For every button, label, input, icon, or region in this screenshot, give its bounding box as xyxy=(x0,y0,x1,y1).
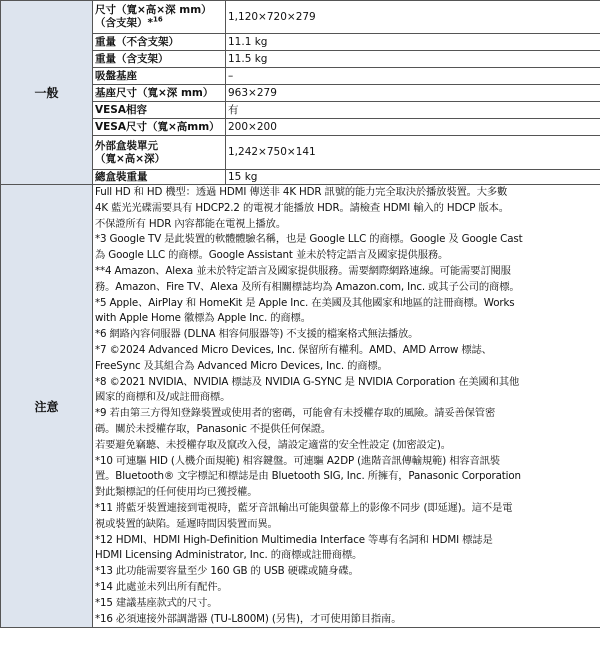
row-label: 重量（不含支架） xyxy=(93,34,226,51)
note-line: *7 ©2024 Advanced Micro Devices, Inc. 保留所有權利。AMD、AMD Arrow 標誌、 xyxy=(95,343,492,356)
note-line: 置。Bluetooth® 文字標記和標誌是由 Bluetooth SIG, Inc. 所擁有，Panasonic Corporation xyxy=(95,470,521,483)
row-label: 重量（含支架） xyxy=(93,51,226,68)
row-value: – xyxy=(226,68,600,85)
row-label-box-unit xyxy=(93,136,226,170)
row-value: 15 kg xyxy=(226,170,600,185)
note-line: 對此類標記的任何使用均已獲授權。 xyxy=(95,486,258,499)
note-line: HDMI Licensing Administrator, Inc. 的商標或註冊商標。 xyxy=(95,549,363,562)
row-value: 11.1 kg xyxy=(226,34,600,51)
note-line: 務。Amazon、Fire TV、Alexa 及所有相關標誌均為 Amazon.com, Inc. 或其子公司的商標。 xyxy=(95,280,520,293)
note-line: 碼。關於未授權存取，Panasonic 不提供任何保證。 xyxy=(95,422,332,435)
note-line: *11 將藍牙裝置連接到電視時，藍牙音訊輸出可能與螢幕上的影像不同步 (即延遲)。這不是電 xyxy=(95,501,513,514)
note-line: *14 此處並未列出所有配件。 xyxy=(95,580,228,593)
row-value: 1,242×750×141 xyxy=(226,136,600,170)
note-line: *3 Google TV 是此裝置的軟體體驗名稱，也是 Google LLC 的商標。Google 及 Google Cast xyxy=(95,233,523,246)
note-line: **4 Amazon、Alexa 並未於特定語言及國家提供服務。需要網際網路連線。可能需要訂閱服 xyxy=(95,264,511,277)
row-label: VESA尺寸（寬×高mm） xyxy=(93,119,226,136)
row-value: 200×200 xyxy=(226,119,600,136)
row-label-subtext: （含支架）* xyxy=(95,17,153,29)
row-value: 11.5 kg xyxy=(226,51,600,68)
row-label-text: 尺寸（寬×高×深 mm） xyxy=(95,4,212,16)
note-line: *6 網路內容伺服器 (DLNA 相容伺服器等) 不支援的檔案格式無法播放。 xyxy=(95,328,419,341)
row-label: 吸盤基座 xyxy=(93,68,226,85)
notes-header: 注意 xyxy=(1,185,93,628)
general-header: 一般 xyxy=(1,1,93,185)
row-label: 基座尺寸（寬×深 mm） xyxy=(93,85,226,102)
row-label: 總盒裝重量 xyxy=(93,170,226,185)
note-line: 視或裝置的缺陷。延遲時間因裝置而異。 xyxy=(95,517,278,530)
notes-body xyxy=(93,185,600,628)
row-value: 963×279 xyxy=(226,85,600,102)
note-line: with Apple Home 徽標為 Apple Inc. 的商標。 xyxy=(95,312,311,325)
row-value: 有 xyxy=(226,102,600,119)
row-value: 1,120×720×279 xyxy=(226,1,600,34)
note-line: 不保證所有 HDR 內容都能在電視上播放。 xyxy=(95,217,286,230)
note-line: 為 Google LLC 的商標。Google Assistant 並未於特定語言及國家提供服務。 xyxy=(95,249,449,262)
row-label: VESA相容 xyxy=(93,102,226,119)
note-line: *13 此功能需要容量至少 160 GB 的 USB 硬碟或隨身碟。 xyxy=(95,565,359,578)
table-row xyxy=(1,1,600,34)
note-line: Full HD 和 HD 機型：透過 HDMI 傳送非 4K HDR 訊號的能力完全取決於播放裝置。大多數 xyxy=(95,186,508,198)
note-line: *5 Apple、AirPlay 和 HomeKit 是 Apple Inc. 在美國及其他國家和地區的註冊商標。Works xyxy=(95,296,515,309)
row-label-dimensions-with-stand xyxy=(93,1,226,34)
note-line: 國家的商標和及/或註冊商標。 xyxy=(95,391,231,404)
footnote-marker: 16 xyxy=(153,15,163,24)
note-line: *9 若由第三方得知登錄裝置或使用者的密碼，可能會有未授權存取的風險。請妥善保管密 xyxy=(95,407,496,420)
note-line: *10 可連驅 HID (人機介面規範) 相容鍵盤。可連驅 A2DP (進階音訊傳輸規範) 相容音訊裝 xyxy=(95,454,500,467)
note-line: *8 ©2021 NVIDIA、NVIDIA 標誌及 NVIDIA G-SYNC 是 NVIDIA Corporation 在美國和其他 xyxy=(95,375,520,388)
note-line: *12 HDMI、HDMI High-Definition Multimedia Interface 等專有名詞和 HDMI 標誌是 xyxy=(95,533,493,546)
note-line: *16 必須連接外部調諧器 (TU-L800M) (另售)，才可使用節目指南。 xyxy=(95,612,402,625)
note-line: FreeSync 及其組合為 Advanced Micro Devices, Inc. 的商標。 xyxy=(95,359,388,372)
notes-row xyxy=(1,185,600,628)
row-label-text: 外部盒裝單元 xyxy=(95,139,158,152)
row-label-subtext: （寬×高×深） xyxy=(95,152,166,165)
note-line: 4K 藍光光碟需要具有 HDCP2.2 的電視才能播放 HDR。請檢查 HDMI 輸入的 HDCP 版本。 xyxy=(95,201,509,214)
note-line: *15 建議基座款式的尺寸。 xyxy=(95,596,218,609)
note-line: 若要避免竊聽、未授權存取及竄改入侵，請設定適當的安全性設定 (加密設定)。 xyxy=(95,438,451,451)
